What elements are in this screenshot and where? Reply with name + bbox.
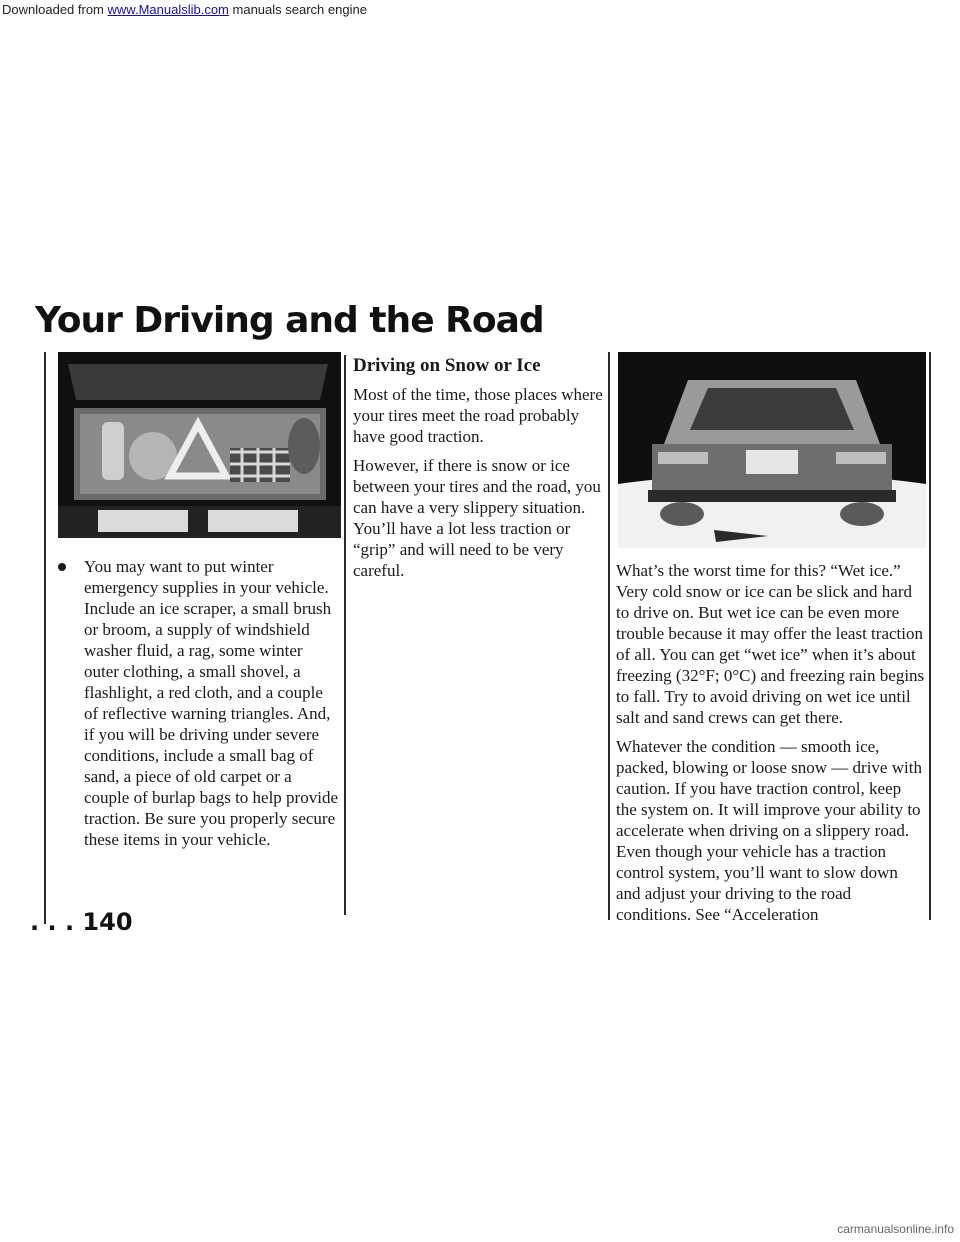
car-in-snow-photo	[618, 352, 926, 548]
footer-banner: carmanualsonline.info	[837, 1222, 954, 1236]
source-banner-suffix: manuals search engine	[232, 2, 367, 17]
column-rule-right	[608, 352, 610, 920]
paragraph: However, if there is snow or ice between your tires and the road, you can have a very slippery situation. You’ll have a lot less traction or “grip” and will need to be very careful.	[353, 456, 601, 580]
column-rule-far-right	[929, 352, 931, 920]
trunk-emergency-supplies-photo	[58, 352, 341, 538]
middle-column	[353, 355, 605, 589]
list-item	[58, 556, 340, 850]
section-heading: Driving on Snow or Ice	[353, 355, 541, 376]
bullet-icon	[58, 563, 66, 571]
source-banner-prefix: Downloaded from	[2, 2, 104, 17]
right-column	[616, 560, 926, 933]
page-number: . . . 140	[30, 908, 133, 936]
column-rule-left	[44, 352, 46, 924]
emergency-supplies-bullet-list	[58, 556, 340, 850]
paragraph: What’s the worst time for this? “Wet ice.” Very cold snow or ice can be slick and hard to drive on. But wet ice can be even more trouble because it may offer the least traction of all. You can get “wet ice” when it’s about freezing (32°F; 0°C) and freezing rain begins to fall. Try to avoid driving on wet ice until salt and sand crews can get there.	[616, 561, 925, 727]
paragraph: Whatever the condition — smooth ice, packed, blowing or loose snow — drive with caution. If you have traction control, keep the system on. It will improve your ability to accelerate when driving on a slippery road. Even though your vehicle has a traction control system, you’ll want to slow down and adjust your driving to the road conditions. See “Acceleration	[616, 737, 922, 924]
emergency-supplies-text: You may want to put winter emergency supplies in your vehicle. Include an ice scraper, a small brush or broom, a supply of windshield washer fluid, a rag, some winter outer clothing, a small shovel, a flashlight, a red cloth, and a couple of reflective warning triangles. And, if you will be driving under severe conditions, include a small bag of sand, a piece of old carpet or a couple of burlap bags to help provide traction. Be sure you properly secure these items in your vehicle.	[84, 557, 338, 849]
manualslib-link[interactable]: www.Manualslib.com	[107, 2, 229, 17]
column-rule-middle	[344, 355, 346, 915]
source-banner	[0, 0, 960, 20]
page-title: Your Driving and the Road	[35, 300, 544, 341]
paragraph: Most of the time, those places where your tires meet the road probably have good traction.	[353, 385, 603, 446]
